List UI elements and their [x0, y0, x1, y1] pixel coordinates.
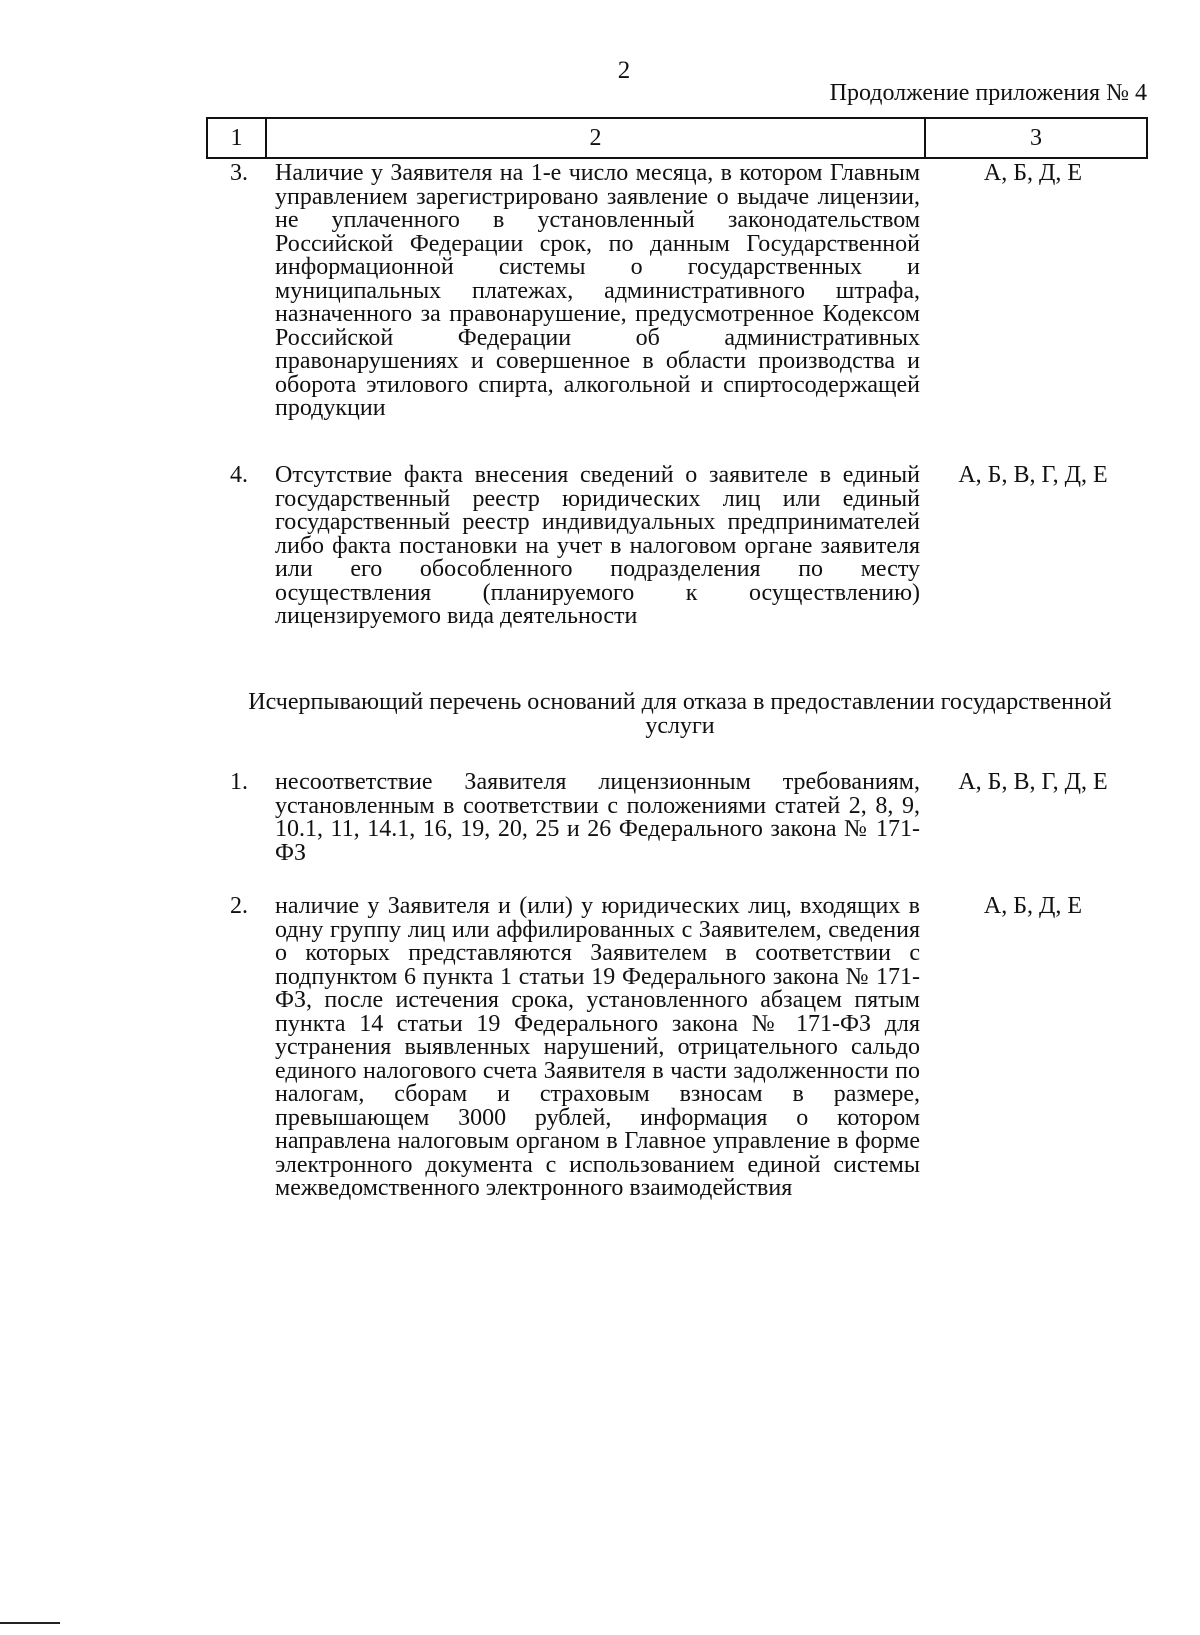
- row-codes: А, Б, В, Г, Д, Е: [958, 462, 1108, 488]
- row-text: Отсутствие факта внесения сведений о заявителе в единый государственный реестр юридических лиц или единый государственный реестр индивидуальных предпринимателей либо факта постановки на учет в налоговом органе заявителя или его обособленного подразделения по месту осуществления (планируемого к осуществлению) лицензируемого вида деятельности: [275, 462, 920, 629]
- column-header-3: 3: [1030, 124, 1042, 151]
- row-text: Наличие у Заявителя на 1-е число месяца, в котором Главным управлением зарегистрировано заявление о выдаче лицензии, не уплаченного в установленный законодательством Российской Федерации срок, по данным Государственной информационной системы о государственных и муниципальных платежах, административного штрафа, назначенного за правонарушение, предусмотренное Кодексом Российской Федерации об административных правонарушениях и совершенное в области производства и оборота этилового спирта, алкогольной и спиртосодержащей продукции: [275, 160, 920, 421]
- row-number: 3.: [230, 160, 248, 186]
- column-header-2: 2: [267, 119, 926, 157]
- row-number: 2.: [230, 893, 248, 919]
- scan-edge-mark: [0, 1622, 60, 1624]
- row-text: несоответствие Заявителя лицензионным требованиям, установленным в соответствии с положениями статей 2, 8, 9, 10.1, 11, 14.1, 16, 19, 20, 25 и 26 Федерального закона № 171-ФЗ: [275, 769, 920, 866]
- row-number: 1.: [230, 769, 248, 795]
- column-header-1: 1: [208, 119, 267, 157]
- table-header-row: [206, 117, 1148, 159]
- row-text: наличие у Заявителя и (или) у юридических лиц, входящих в одну группу лиц или аффилированных с Заявителем, сведения о которых представляются Заявителем в соответствии с подпунктом 6 пункта 1 статьи 19 Федерального закона № 171-ФЗ, после истечения срока, установленного абзацем пятым пункта 14 статьи 19 Федерального закона № 171-ФЗ для устранения выявленных нарушений, отрицательного сальдо единого налогового счета Заявителя в части задолженности по налогам, сборам и страховым взносам в размере, превышающем 3000 рублей, информация о котором направлена налоговым органом в Главное управление в форме электронного документа с использованием единой системы межведомственного электронного взаимодействия: [275, 893, 920, 1201]
- row-codes: А, Б, Д, Е: [983, 893, 1083, 919]
- section-title: Исчерпывающий перечень оснований для отказа в предоставлении государственной услуги: [248, 689, 1112, 739]
- page-number: 2: [617, 57, 631, 84]
- continuation-label: Продолжение приложения № 4: [829, 80, 1147, 106]
- row-number: 4.: [230, 462, 248, 488]
- row-codes: А, Б, В, Г, Д, Е: [958, 769, 1108, 795]
- row-codes: А, Б, Д, Е: [983, 160, 1083, 186]
